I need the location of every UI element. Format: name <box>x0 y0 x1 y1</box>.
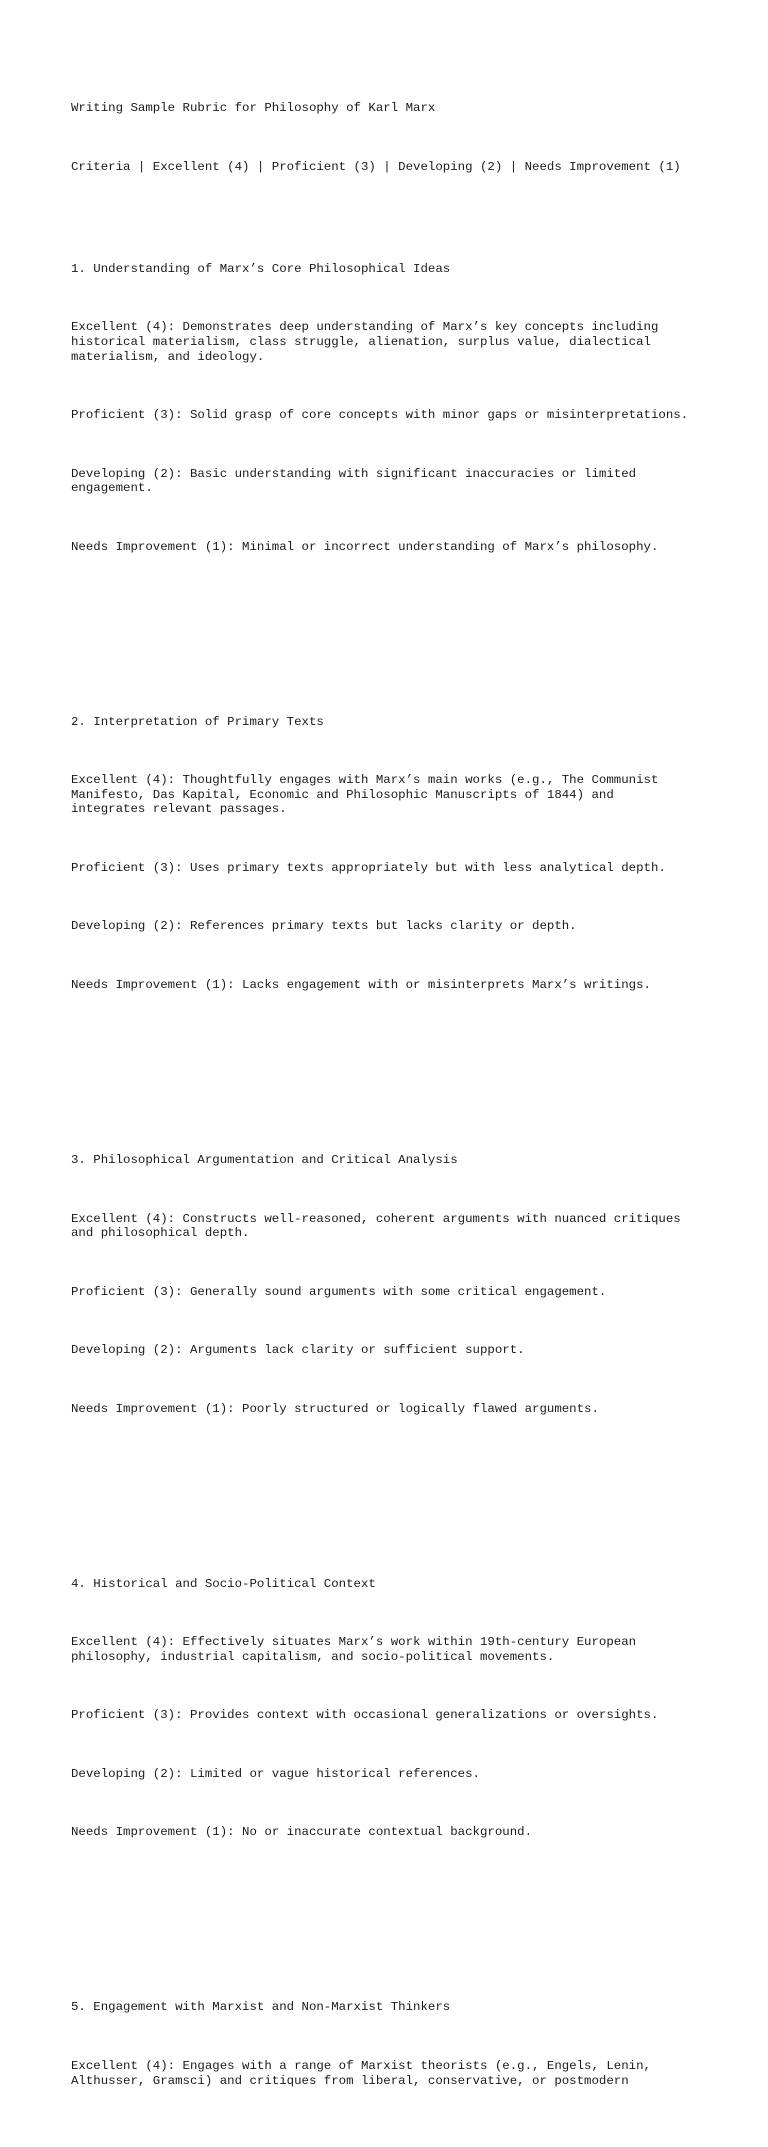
proficient-descriptor: Proficient (3): Uses primary texts appropriately but with less analytical depth. <box>71 860 666 875</box>
criterion-heading: 5. Engagement with Marxist and Non-Marxist Thinkers <box>71 2000 451 2015</box>
criteria-line: Criteria | Excellent (4) | Proficient (3) | Developing (2) | Needs Improvement (1) <box>71 159 681 174</box>
excellent-descriptor: Excellent (4): Constructs well-reasoned, coherent arguments with nuanced critiques and philosophical depth. <box>71 1211 681 1241</box>
section-spacer <box>71 1489 711 1504</box>
criterion-heading: 1. Understanding of Marx’s Core Philosophical Ideas <box>71 261 451 276</box>
developing-descriptor: Developing (2): Arguments lack clarity or sufficient support. <box>71 1343 525 1358</box>
needs-improvement-descriptor: Needs Improvement (1): No or inaccurate contextual background. <box>71 1825 533 1840</box>
proficient-descriptor: Proficient (3): Provides context with occasional generalizations or oversights. <box>71 1708 659 1723</box>
criterion-section-4 <box>71 1548 711 1884</box>
developing-descriptor: Developing (2): Basic understanding with significant inaccuracies or limited engagement. <box>71 466 637 496</box>
document-page <box>71 72 711 2147</box>
excellent-descriptor: Excellent (4): Thoughtfully engages with Marx’s main works (e.g., The Communist Manifesto, Das Kapital, Economic and Philosophic Manuscripts of 1844) and integrates relevant passages. <box>71 773 659 817</box>
excellent-descriptor: Excellent (4): Effectively situates Marx’s work within 19th-century European philosophy, industrial capitalism, and socio-political movements. <box>71 1635 637 1664</box>
needs-improvement-descriptor: Needs Improvement (1): Poorly structured or logically flawed arguments. <box>71 1401 599 1416</box>
criterion-section-2 <box>71 686 711 1037</box>
criterion-section-3 <box>71 1124 711 1460</box>
excellent-descriptor: Excellent (4): Engages with a range of Marxist theorists (e.g., Engels, Lenin, Althusser, Gramsci) and critiques from liberal, conservative, or postmodern <box>71 2058 651 2088</box>
section-spacer <box>71 627 711 642</box>
section-spacer <box>71 1066 711 1081</box>
developing-descriptor: Developing (2): Limited or vague historical references. <box>71 1766 480 1781</box>
developing-descriptor: Developing (2): References primary texts but lacks clarity or depth. <box>71 919 577 934</box>
document-title: Writing Sample Rubric for Philosophy of Karl Marx <box>71 101 436 116</box>
proficient-descriptor: Proficient (3): Solid grasp of core concepts with minor gaps or misinterpretations. <box>71 408 689 423</box>
criterion-section-5 <box>71 1971 711 2132</box>
criterion-heading: 3. Philosophical Argumentation and Critical Analysis <box>71 1153 458 1168</box>
criterion-section-1 <box>71 233 711 598</box>
criterion-heading: 4. Historical and Socio-Political Context <box>71 1576 376 1591</box>
criterion-heading: 2. Interpretation of Primary Texts <box>71 714 324 729</box>
needs-improvement-descriptor: Needs Improvement (1): Lacks engagement with or misinterprets Marx’s writings. <box>71 977 651 992</box>
proficient-descriptor: Proficient (3): Generally sound arguments with some critical engagement. <box>71 1284 607 1299</box>
section-spacer <box>71 1913 711 1928</box>
excellent-descriptor: Excellent (4): Demonstrates deep understanding of Marx’s key concepts including historical materialism, class struggle, alienation, surplus value, dialectical materialism, and ideology. <box>71 320 659 364</box>
needs-improvement-descriptor: Needs Improvement (1): Minimal or incorrect understanding of Marx’s philosophy. <box>71 539 659 554</box>
